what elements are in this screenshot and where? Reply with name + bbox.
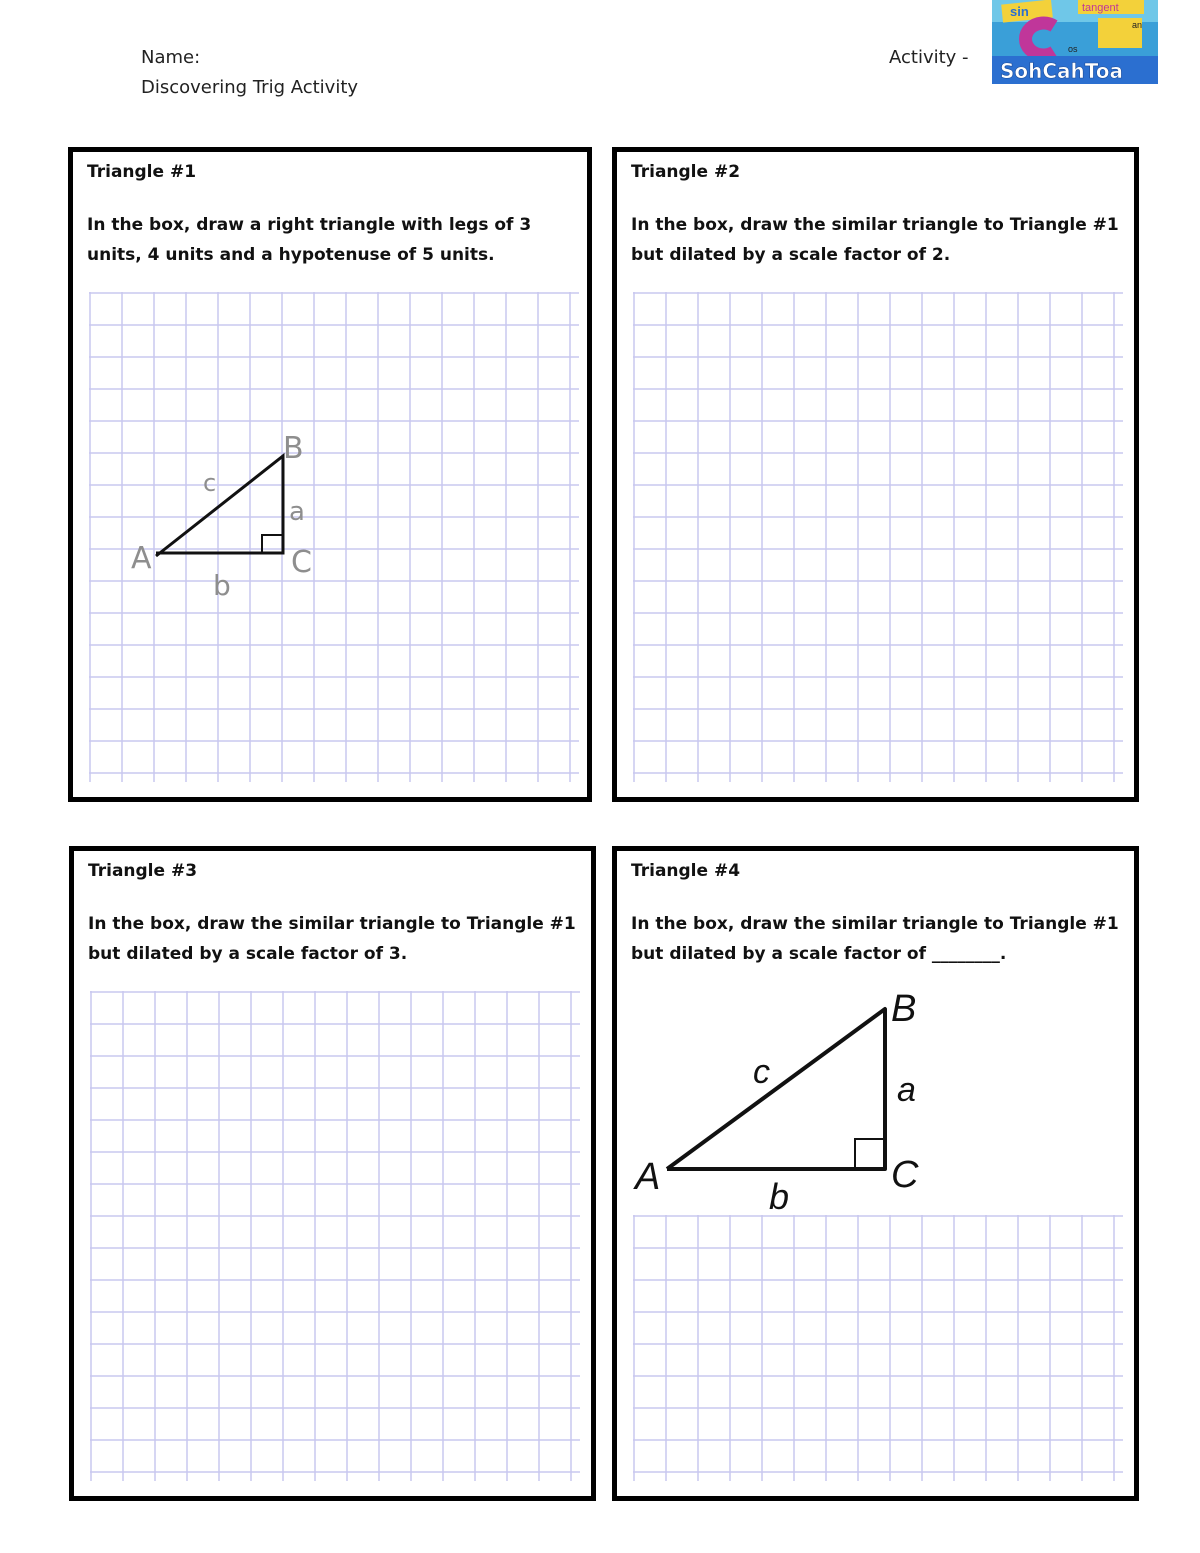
logo-word-sohcahtoa: SohCahToa: [1000, 59, 1124, 83]
triangle-1-box: [68, 147, 592, 802]
triangle-2-grid[interactable]: [633, 292, 1123, 782]
triangle-1-grid[interactable]: [89, 292, 579, 782]
activity-title: Discovering Trig Activity: [141, 77, 359, 98]
side-b-label: b: [213, 569, 231, 602]
activity-label: Activity -: [889, 47, 969, 68]
triangle-4-instruction: In the box, draw the similar triangle to Triangle #1 but dilated by a scale factor of ________.: [631, 914, 1119, 964]
vertex-a-label: A: [131, 541, 152, 576]
diagram-side-c: c: [753, 1053, 770, 1091]
triangle-1-instruction: In the box, draw a right triangle with legs of 3 units, 4 units and a hypotenuse of 5 units.: [87, 215, 532, 265]
triangle-2-instruction: In the box, draw the similar triangle to Triangle #1 but dilated by a scale factor of 2.: [631, 215, 1119, 265]
triangle-3-box: [69, 846, 596, 1501]
diagram-side-a: a: [897, 1071, 916, 1109]
triangle-1-title: Triangle #1: [87, 162, 197, 182]
vertex-c-label: C: [291, 545, 312, 580]
diagram-vertex-c: C: [891, 1154, 919, 1196]
logo-word-an: an: [1132, 20, 1143, 30]
name-label: Name:: [141, 47, 201, 68]
sohcahtoa-logo: [992, 0, 1158, 84]
diagram-side-b: b: [769, 1176, 790, 1211]
triangle-4-box: [612, 846, 1139, 1501]
triangle-4-title: Triangle #4: [631, 861, 741, 881]
vertex-b-label: B: [283, 431, 304, 466]
triangle-4-grid[interactable]: [633, 1215, 1123, 1481]
diagram-vertex-b: B: [891, 988, 917, 1030]
triangle-3-grid[interactable]: [90, 991, 580, 1481]
triangle-4-diagram: [627, 981, 947, 1211]
logo-word-os: os: [1068, 44, 1078, 54]
diagram-vertex-a: A: [635, 1156, 661, 1198]
logo-word-tangent: tangent: [1082, 2, 1119, 14]
triangle-2-title: Triangle #2: [631, 162, 741, 182]
triangle-3-title: Triangle #3: [88, 861, 198, 881]
triangle-3-instruction: In the box, draw the similar triangle to Triangle #1 but dilated by a scale factor of 3.: [88, 914, 576, 964]
triangle-2-box: [612, 147, 1139, 802]
side-c-label: c: [203, 469, 217, 497]
side-a-label: a: [289, 497, 305, 527]
logo-word-sin: sin: [1010, 4, 1029, 19]
